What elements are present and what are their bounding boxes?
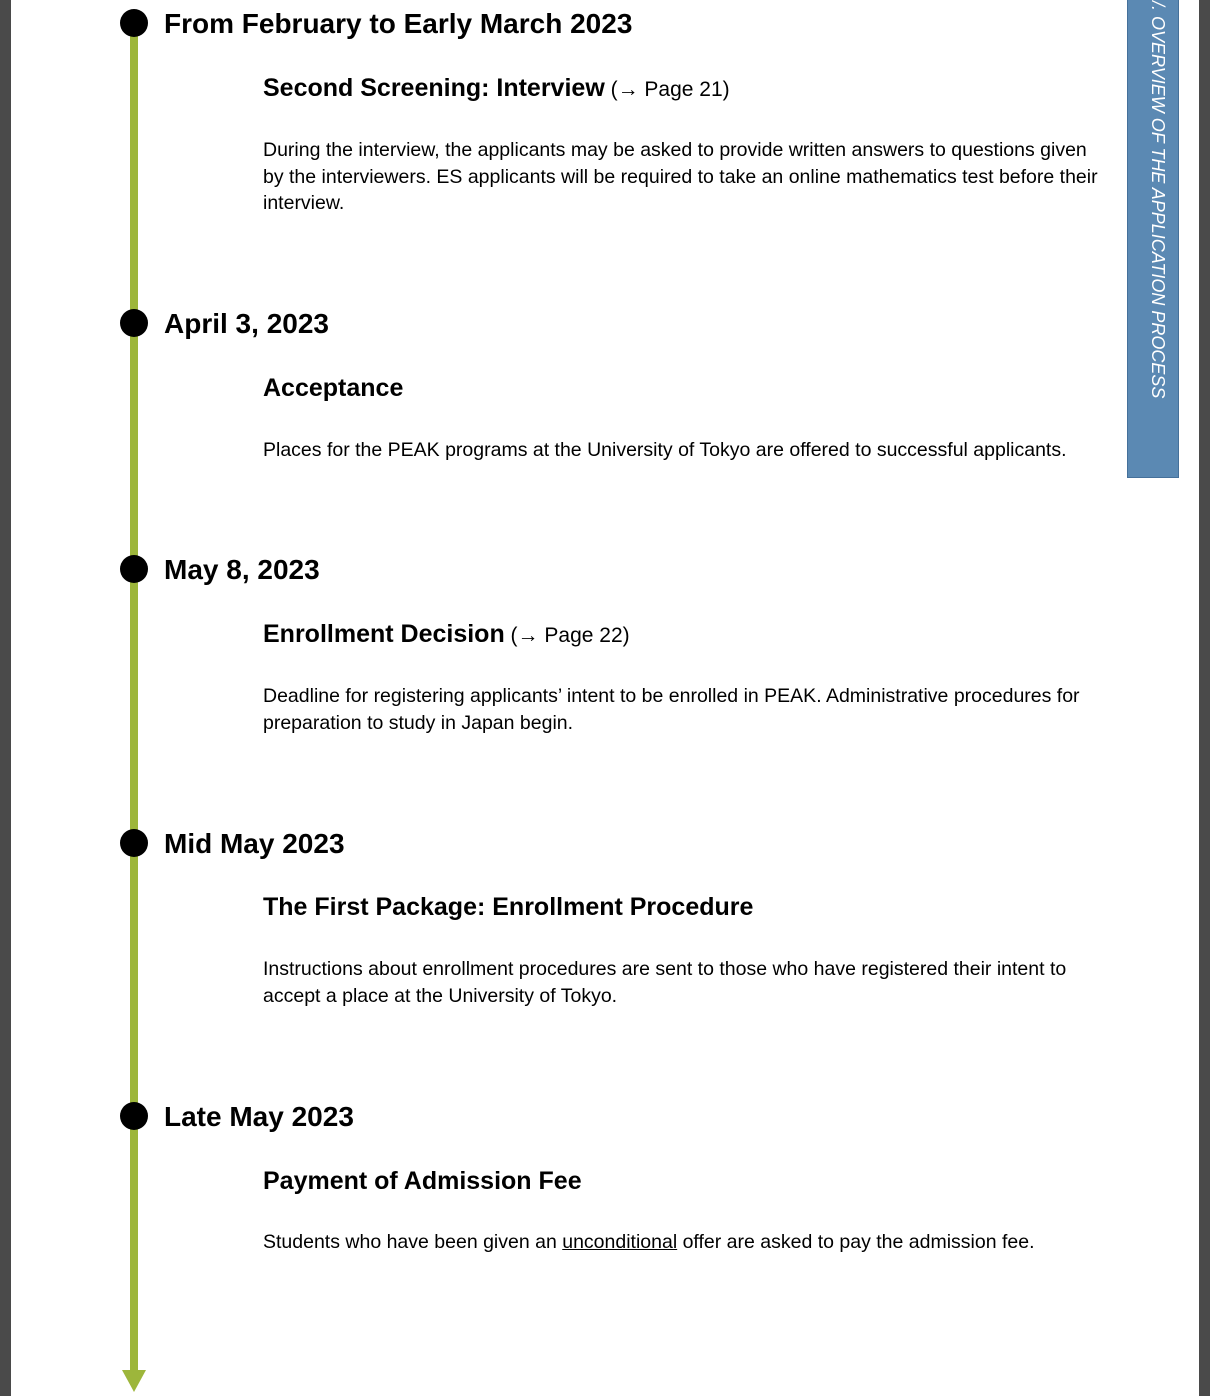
description-text: offer are asked to pay the admission fee. bbox=[677, 1231, 1035, 1253]
underlined-term: unconditional bbox=[562, 1231, 678, 1253]
section-side-tab-label: /. OVERVIEW OF THE APPLICATION PROCESS bbox=[1148, 1, 1168, 399]
timeline-date: Late May 2023 bbox=[164, 1101, 354, 1132]
timeline-dot-icon bbox=[120, 309, 148, 337]
timeline-arrow-down-icon bbox=[122, 1370, 146, 1392]
step-heading bbox=[263, 74, 730, 103]
step-title: Second Screening: Interview bbox=[263, 74, 605, 102]
step-description bbox=[263, 1229, 1103, 1256]
timeline-line bbox=[130, 20, 138, 1372]
description-text: Students who have been given an bbox=[263, 1231, 563, 1253]
step-heading bbox=[263, 374, 403, 403]
step-heading bbox=[263, 620, 630, 649]
page-reference: (→ Page 21) bbox=[604, 78, 730, 101]
document-page bbox=[11, 0, 1199, 1396]
step-heading bbox=[263, 1167, 582, 1196]
step-description: Instructions about enrollment procedures are sent to those who have registered their intent to accept a place at the University of Tokyo. bbox=[263, 958, 1067, 1007]
timeline-date: April 3, 2023 bbox=[164, 308, 329, 339]
step-description: During the interview, the applicants may be asked to provide written answers to questions given by the interviewers. ES applicants will be required to take an online mathematics test before their interview. bbox=[263, 139, 1098, 214]
timeline-date: May 8, 2023 bbox=[164, 554, 320, 585]
step-description: Places for the PEAK programs at the University of Tokyo are offered to successful applicants. bbox=[263, 439, 1067, 461]
step-description: Deadline for registering applicants’ intent to be enrolled in PEAK. Administrative procedures for preparation to study in Japan begin. bbox=[263, 685, 1080, 734]
step-title: Enrollment Decision bbox=[263, 620, 505, 648]
section-side-tab bbox=[1127, 0, 1179, 478]
timeline-dot-icon bbox=[120, 1102, 148, 1130]
step-title: The First Package: Enrollment Procedure bbox=[263, 893, 754, 921]
timeline-date: Mid May 2023 bbox=[164, 828, 345, 859]
timeline-date: From February to Early March 2023 bbox=[164, 8, 633, 39]
step-title: Payment of Admission Fee bbox=[263, 1167, 582, 1195]
timeline-dot-icon bbox=[120, 829, 148, 857]
timeline-dot-icon bbox=[120, 555, 148, 583]
step-title: Acceptance bbox=[263, 374, 404, 402]
page-reference: (→ Page 22) bbox=[504, 624, 630, 647]
step-heading bbox=[263, 893, 753, 922]
timeline-dot-icon bbox=[120, 9, 148, 37]
